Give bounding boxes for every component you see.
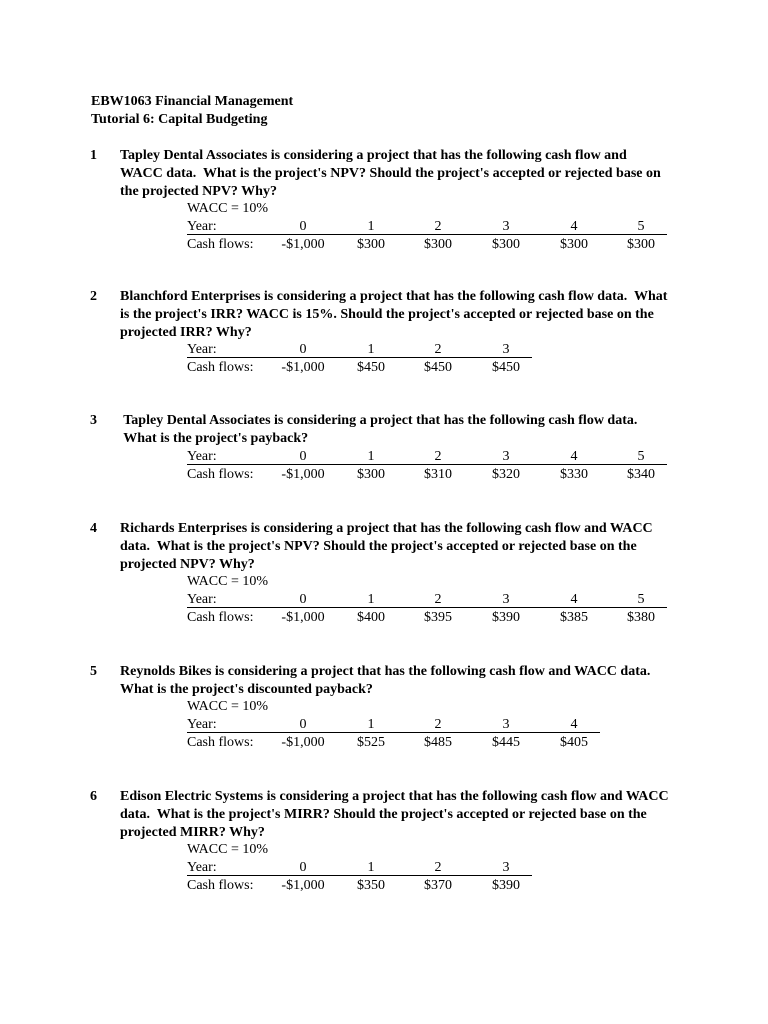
year-cell: 5 (637, 219, 645, 234)
year-cell: 1 (367, 342, 375, 357)
cash-flow-cell: $380 (627, 610, 655, 625)
year-cell: 3 (502, 717, 510, 732)
cash-flow-cell: $310 (424, 467, 452, 482)
cash-flow-cell: -$1,000 (281, 237, 325, 252)
year-cell: 3 (502, 219, 510, 234)
question-text-line: the projected NPV? Why? (120, 184, 277, 199)
year-cell: 2 (434, 717, 442, 732)
cash-flow-cell: $300 (357, 237, 385, 252)
question-text-line: Richards Enterprises is considering a project that has the following cash flow and WACC (120, 521, 653, 536)
year-cell: 0 (299, 219, 307, 234)
cash-flow-cell: -$1,000 (281, 360, 325, 375)
year-cell: 1 (367, 860, 375, 875)
year-cell: 3 (502, 449, 510, 464)
cash-flow-cell: $300 (424, 237, 452, 252)
question-text-line: What is the project's discounted payback? (120, 682, 373, 697)
cash-flow-cell: $405 (560, 735, 588, 750)
year-label: Year: (187, 860, 217, 875)
cash-flow-cell: $300 (357, 467, 385, 482)
question-text (120, 520, 700, 574)
wacc-label: WACC = 10% (187, 574, 269, 589)
cash-flow-cell: $300 (560, 237, 588, 252)
year-cell: 4 (570, 219, 578, 234)
question-text (120, 288, 700, 342)
question-text (120, 788, 700, 842)
question-number: 5 (90, 664, 97, 679)
question-text-line: projected NPV? Why? (120, 557, 255, 572)
wacc-label: WACC = 10% (187, 699, 269, 714)
year-cell: 0 (299, 342, 307, 357)
year-cell: 0 (299, 592, 307, 607)
year-cell: 3 (502, 860, 510, 875)
year-cell: 3 (502, 342, 510, 357)
question-text-line: is the project's IRR? WACC is 15%. Should the project's accepted or rejected base on the (120, 307, 654, 322)
cash-flow-label: Cash flows: (187, 360, 254, 375)
year-cell: 0 (299, 860, 307, 875)
question-number: 6 (90, 789, 97, 804)
year-cell: 0 (299, 449, 307, 464)
cash-flow-cell: -$1,000 (281, 735, 325, 750)
course-title: EBW1063 Financial Management (91, 94, 294, 109)
year-label: Year: (187, 592, 217, 607)
year-cell: 2 (434, 449, 442, 464)
question-text-line: projected IRR? Why? (120, 325, 252, 340)
cash-flow-cell: $330 (560, 467, 588, 482)
year-cell: 1 (367, 717, 375, 732)
cash-flow-cell: $450 (492, 360, 520, 375)
cash-flow-cell: $445 (492, 735, 520, 750)
cash-flow-label: Cash flows: (187, 735, 254, 750)
year-row-underline (187, 607, 667, 608)
cash-flow-cell: $300 (492, 237, 520, 252)
year-cell: 5 (637, 449, 645, 464)
year-row-underline (187, 357, 532, 358)
cash-flow-cell: $300 (627, 237, 655, 252)
question-number: 1 (90, 148, 97, 163)
question-text-line: Blanchford Enterprises is considering a project that has the following cash flow data. What (120, 289, 668, 304)
year-label: Year: (187, 717, 217, 732)
year-cell: 2 (434, 219, 442, 234)
question-text-line: data. What is the project's NPV? Should the project's accepted or rejected base on the (120, 539, 637, 554)
year-cell: 2 (434, 860, 442, 875)
year-row-underline (187, 464, 667, 465)
year-cell: 4 (570, 592, 578, 607)
cash-flow-cell: $390 (492, 610, 520, 625)
year-cell: 1 (367, 592, 375, 607)
year-cell: 2 (434, 342, 442, 357)
year-cell: 4 (570, 449, 578, 464)
cash-flow-cell: -$1,000 (281, 878, 325, 893)
year-row-underline (187, 732, 600, 733)
cash-flow-cell: -$1,000 (281, 467, 325, 482)
cash-flow-cell: $485 (424, 735, 452, 750)
cash-flow-label: Cash flows: (187, 610, 254, 625)
year-cell: 0 (299, 717, 307, 732)
question-text-line: Edison Electric Systems is considering a project that has the following cash flow and WACC (120, 789, 669, 804)
cash-flow-cell: $350 (357, 878, 385, 893)
cash-flow-cell: $450 (424, 360, 452, 375)
cash-flow-cell: $450 (357, 360, 385, 375)
question-text-line: Tapley Dental Associates is considering a project that has the following cash flow and (120, 148, 627, 163)
cash-flow-label: Cash flows: (187, 467, 254, 482)
question-text-line: What is the project's payback? (120, 431, 309, 446)
year-label: Year: (187, 342, 217, 357)
question-text (120, 147, 700, 201)
question-text-line: Reynolds Bikes is considering a project that has the following cash flow and WACC data. (120, 664, 651, 679)
wacc-label: WACC = 10% (187, 842, 269, 857)
cash-flow-cell: $400 (357, 610, 385, 625)
cash-flow-label: Cash flows: (187, 237, 254, 252)
cash-flow-cell: -$1,000 (281, 610, 325, 625)
document-header (91, 93, 293, 129)
question-text (120, 663, 700, 699)
cash-flow-label: Cash flows: (187, 878, 254, 893)
wacc-label: WACC = 10% (187, 201, 269, 216)
year-cell: 1 (367, 219, 375, 234)
cash-flow-cell: $370 (424, 878, 452, 893)
question-text-line: WACC data. What is the project's NPV? Should the project's accepted or rejected base on (120, 166, 661, 181)
year-row-underline (187, 234, 667, 235)
cash-flow-cell: $395 (424, 610, 452, 625)
cash-flow-cell: $320 (492, 467, 520, 482)
year-label: Year: (187, 449, 217, 464)
cash-flow-cell: $340 (627, 467, 655, 482)
year-cell: 2 (434, 592, 442, 607)
year-row-underline (187, 875, 532, 876)
cash-flow-cell: $385 (560, 610, 588, 625)
year-label: Year: (187, 219, 217, 234)
tutorial-title: Tutorial 6: Capital Budgeting (91, 112, 268, 127)
question-number: 3 (90, 413, 97, 428)
year-cell: 1 (367, 449, 375, 464)
question-text-line: Tapley Dental Associates is considering a project that has the following cash flow data. (120, 413, 638, 428)
year-cell: 4 (570, 717, 578, 732)
question-text (120, 412, 700, 448)
question-text-line: data. What is the project's MIRR? Should the project's accepted or rejected base on the (120, 807, 647, 822)
question-number: 4 (90, 521, 97, 536)
cash-flow-cell: $390 (492, 878, 520, 893)
year-cell: 3 (502, 592, 510, 607)
year-cell: 5 (637, 592, 645, 607)
question-text-line: projected MIRR? Why? (120, 825, 265, 840)
question-number: 2 (90, 289, 97, 304)
cash-flow-cell: $525 (357, 735, 385, 750)
